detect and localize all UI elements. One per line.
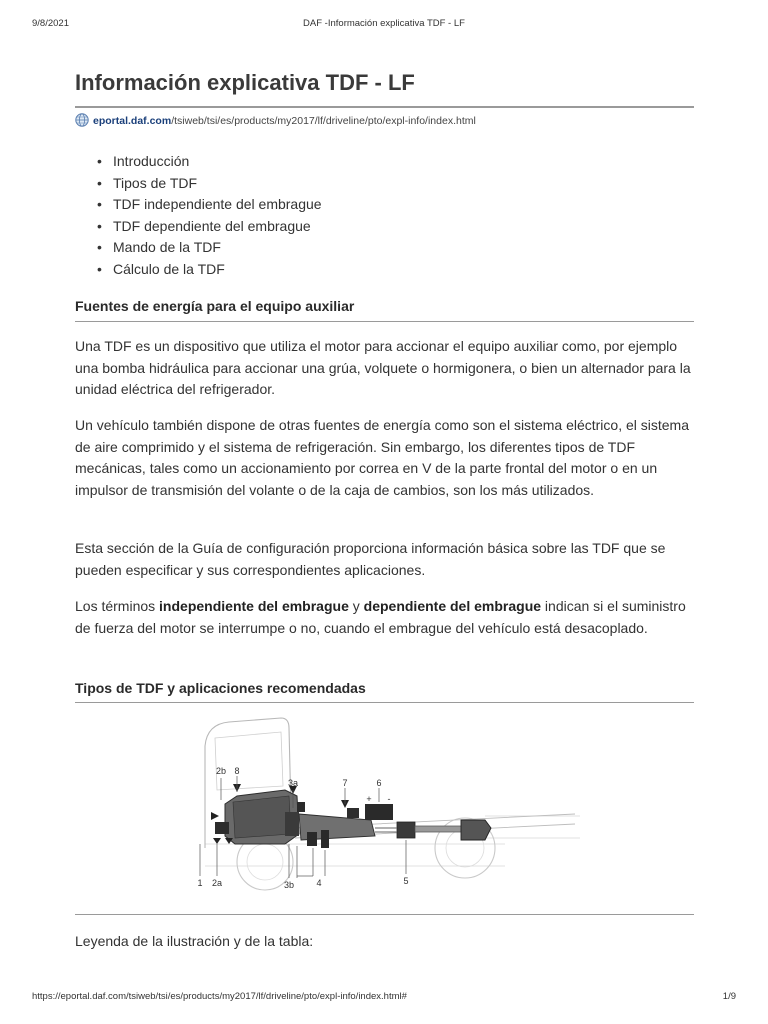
toc-item-independiente[interactable]: • TDF independiente del embrague xyxy=(113,194,322,216)
toc-item-introduccion[interactable]: • Introducción xyxy=(113,151,322,173)
print-date: 9/8/2021 xyxy=(32,18,69,29)
label-3b: 3b xyxy=(283,880,295,890)
term-dependiente: dependiente del embrague xyxy=(363,598,542,614)
table-of-contents xyxy=(75,151,322,280)
truck-pto-diagram xyxy=(185,716,585,894)
legend-intro: Leyenda de la ilustración y de la tabla: xyxy=(75,933,314,949)
title-divider xyxy=(75,106,694,108)
section-divider xyxy=(75,702,694,703)
label-6: 6 xyxy=(376,778,382,788)
label-2a: 2a xyxy=(211,878,223,888)
source-link[interactable] xyxy=(75,113,476,127)
term-independiente: independiente del embrague xyxy=(159,598,349,614)
page-title: Información explicativa TDF - LF xyxy=(75,70,415,95)
section-heading-fuentes: Fuentes de energía para el equipo auxiliar xyxy=(75,298,355,314)
label-1: 1 xyxy=(197,878,203,888)
label-minus: - xyxy=(387,794,391,804)
paragraph-1: Una TDF es un dispositivo que utiliza el motor para accionar el equipo auxiliar como, por ejemplo una bomba hidráulica para accionar una grúa, volquete o hormigonera, o bien un alternador para la unidad eléctrica del refrigerador. xyxy=(75,338,691,397)
label-5: 5 xyxy=(403,876,409,886)
toc-item-mando[interactable]: • Mando de la TDF xyxy=(113,237,322,259)
label-plus: + xyxy=(366,794,372,804)
label-2b: 2b xyxy=(215,766,227,776)
section-heading-tipos: Tipos de TDF y aplicaciones recomendadas xyxy=(75,680,366,696)
print-page-title: DAF -Información explicativa TDF - LF xyxy=(303,18,465,29)
print-header xyxy=(32,18,736,32)
figure-divider xyxy=(75,914,694,915)
toc-item-calculo[interactable]: • Cálculo de la TDF xyxy=(113,259,322,281)
label-7: 7 xyxy=(342,778,348,788)
toc-item-dependiente[interactable]: • TDF dependiente del embrague xyxy=(113,216,322,238)
label-3a: 3a xyxy=(287,778,299,788)
print-footer xyxy=(32,991,736,1005)
toc-item-tipos[interactable]: • Tipos de TDF xyxy=(113,173,322,195)
paragraph-2: Un vehículo también dispone de otras fuentes de energía como son el sistema eléctrico, el sistema de aire comprimido y el sistema de refrigeración. Sin embargo, los diferentes tipos de TDF mecánicas, tales como un accionamiento por correa en V de la parte frontal del motor o en un impulsor de transmisión del volante o de la caja de cambios, son los más utilizados. xyxy=(75,417,689,498)
paragraph-4: Los términos independiente del embrague y dependiente del embrague indican si el suministro de fuerza del motor se interrumpe o no, cuando el embrague del vehículo está desacoplado. xyxy=(75,598,686,636)
print-url: https://eportal.daf.com/tsiweb/tsi/es/products/my2017/lf/driveline/pto/expl-info/index.html# xyxy=(32,991,407,1002)
section-divider xyxy=(75,321,694,322)
globe-icon xyxy=(75,113,89,127)
source-host[interactable]: eportal.daf.com xyxy=(93,115,172,127)
label-8: 8 xyxy=(234,766,240,776)
page-number: 1/9 xyxy=(722,991,736,1002)
label-4: 4 xyxy=(316,878,322,888)
paragraph-3: Esta sección de la Guía de configuración proporciona información básica sobre las TDF que se pueden especificar y sus correspondientes aplicaciones. xyxy=(75,540,666,578)
source-path[interactable]: /tsiweb/tsi/es/products/my2017/lf/driveline/pto/expl-info/index.html xyxy=(171,115,476,127)
